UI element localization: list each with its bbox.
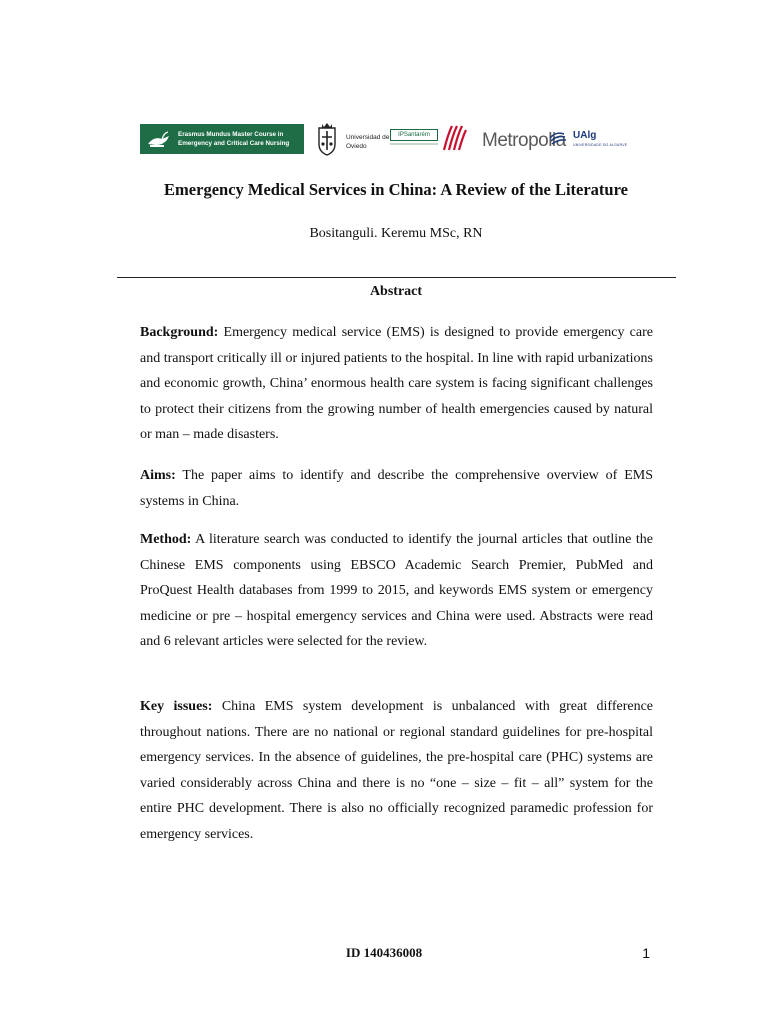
partner-logos [140,118,640,160]
background-text: Emergency medical service (EMS) is designed to provide emergency care and transport critically ill or injured patients to the hospital. In line with rapid urbanizations and economic growth, China’ enormous health care system is facing significant challenges to protect their citizens from the growing number of health emergencies caused by natural or man – made disasters. [140,325,653,443]
ualg-logo-subtitle: UNIVERSIDADE DO ALGARVE [573,143,628,147]
aims-paragraph [140,463,653,514]
method-paragraph [140,527,653,655]
key-issues-label: Key issues: [140,699,213,714]
aims-label: Aims: [140,468,176,483]
method-label: Method: [140,532,192,547]
erasmus-line-2: Emergency and Critical Care Nursing [178,140,290,147]
oviedo-line-2: Oviedo [346,142,367,150]
paper-title: Emergency Medical Services in China: A Review of the Literature [164,180,628,199]
key-issues-text: China EMS system development is unbalanced with great difference throughout nations. There are no national or regional standard guidelines for pre-hospital emergency services. In the absence of guidelines, the pre-hospital care (PHC) systems are varied considerably across China and there is no “one – size – fit – all” system for the entire PHC development. There is also no officially recognized paramedic profession for emergency services. [140,699,654,842]
metropolia-mark-icon [440,122,468,152]
ipsantarem-underline [390,143,438,145]
nursing-lamp-icon [146,130,172,148]
header-divider [117,277,676,278]
oviedo-logo-text [346,134,394,151]
page-number: 1 [642,945,650,961]
key-issues-paragraph [140,694,653,848]
erasmus-line-1: Erasmus Mundus Master Course in [178,131,284,138]
erasmus-mundus-logo [140,124,304,154]
background-label: Background: [140,325,219,340]
method-text: A literature search was conducted to identify the journal articles that outline the Chinese EMS components using EBSCO Academic Search Premier, PubMed and ProQuest Health databases from 1999 to 2015, and keywords EMS system or emergency medicine or pre – hospital emergency services and China were used. Abstracts were read and 6 relevant articles were selected for the review. [140,532,653,650]
ipsantarem-logo: IPSantarém [390,129,438,141]
ualg-mark-icon [548,130,574,146]
background-paragraph [140,320,653,448]
metropolia-logo-text: Metropolia [482,130,566,151]
aims-text: The paper aims to identify and describe the comprehensive overview of EMS systems in China. [140,468,653,509]
oviedo-crest-icon [316,122,338,156]
author-line: Bositanguli. Keremu MSc, RN [309,226,483,241]
oviedo-line-1: Universidad de [346,134,390,141]
footer-student-id: ID 140436008 [345,945,423,960]
ualg-logo-text: UAlg [573,130,597,141]
abstract-heading: Abstract [369,284,423,299]
